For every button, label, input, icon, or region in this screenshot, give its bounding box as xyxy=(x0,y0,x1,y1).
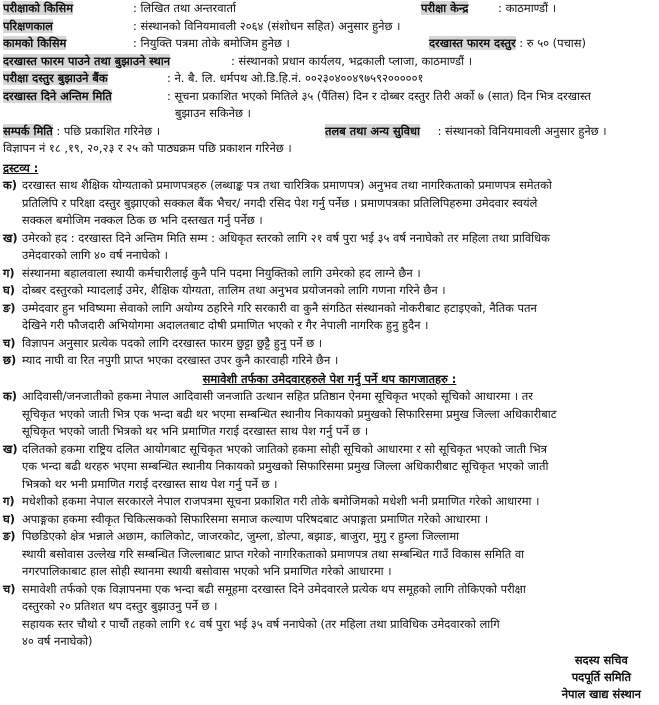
notes-title: द्रस्टव्य : xyxy=(3,160,39,175)
note-item-marker: ग) xyxy=(3,265,15,280)
note-item-marker: क) xyxy=(3,178,17,192)
notice-line xyxy=(3,140,656,158)
inclusive-item-line: दलितको हकमा राष्ट्रिय दलित आयोगबाट सूचिकृत भएको जातिको हकमा सोही सूचिको आधारमा र सो सूचिकृत भएको जाती भित्र xyxy=(22,441,547,456)
inclusive-item xyxy=(3,511,656,529)
syllabus-value: : संस्थानको विनियमावली २०६४ (संशोधन सहित) अनुसार हुनेछ । xyxy=(133,18,401,33)
note-item-line: उम्मेदवार हुन भविष्यमा सेवाको लागि अयोग्य ठहरिने गरि सरकारी वा कुनै संगठित संस्थानको नोकरीबाट हटाइएको, नैतिक पतन xyxy=(22,300,537,315)
signature-line: सदस्य सचिव xyxy=(574,653,628,667)
contact-row xyxy=(3,123,656,141)
note-item xyxy=(3,282,656,300)
inclusive-item-line: पिछडिएको क्षेत्र भन्नाले अछाम, कालिकोट, जाजरकोट, जुम्ला, डोल्पा, बझाङ, बाजुरा, मुगु र हुम्ला जिल्लामा xyxy=(22,529,460,543)
submit-place-row xyxy=(3,53,656,71)
inclusive-item-line: आदिवासी/जनजातीको हकमा नेपाल आदिवासी जनजाति उत्थान सहित प्रतिष्ठान ऐनमा सूचिकृत भएको सूचिको आधारमा । तर xyxy=(22,389,533,403)
salary-value: : संस्थानको विनियमावली अनुसार हुनेछ । xyxy=(437,123,607,138)
deadline-label: दरखास्त दिने अन्तिम मिति xyxy=(3,88,112,103)
inclusive-item-line: दस्तुरको २० प्रतिशत थप दस्तुर बुझाउनु पर्ने छ । xyxy=(22,599,218,613)
syllabus-label: परिक्षणकाल xyxy=(3,18,53,33)
inclusive-item-marker: ख) xyxy=(3,441,18,456)
inclusive-item xyxy=(3,528,656,581)
note-item-marker: घ) xyxy=(3,283,15,297)
note-item-line: देखिने गरी फौजदारी अभियोगमा अदालतबाट दोषी प्रमाणित भएको र गैर नेपाली नागरिक हुनु हुदैन । xyxy=(22,318,429,332)
note-item xyxy=(3,300,656,335)
signature-block xyxy=(562,652,641,703)
inclusive-title-row xyxy=(3,371,656,389)
exam-type-value: : लिखित तथा अन्तरवार्ता xyxy=(133,1,236,15)
signature-line: पदपूर्ति समिति xyxy=(571,670,631,684)
inclusive-item xyxy=(3,581,656,616)
inclusive-item-marker: ङ) xyxy=(3,529,16,543)
exam-type-label: परीक्षाको किसिम xyxy=(3,1,74,15)
form-fee-label: दरखास्त फारम दस्तुर xyxy=(429,36,516,50)
inclusive-item xyxy=(3,493,656,511)
inclusive-item-line: एक भन्दा बढी थरहरु भएमा सम्बन्धित स्थानीय निकायको प्रमुखको सिफारिसमा प्रमुख जिल्ला अधिकारीबाट सूचिकृत भएको जाती xyxy=(22,459,549,473)
note-item-marker: च) xyxy=(3,335,16,350)
inclusive-item-marker: च) xyxy=(3,581,16,596)
note-item-marker: ख) xyxy=(3,230,18,245)
submit-place-label: दरखास्त फारम पाउने तथा बुझाउने स्थान xyxy=(3,53,171,68)
contact-value: : पछि प्रकाशित गरिनेछ । xyxy=(56,123,161,138)
inclusive-item-line: सूचिकृत भएको जाती भित्र एक भन्दा बढी थर भएमा सम्बन्धित स्थानीय निकायको प्रमुखको सिफारिसमा प्रमुख जिल्ला अधिकारीबाट xyxy=(22,406,557,421)
exam-center-label: परीक्षा केन्द्र xyxy=(421,1,469,15)
syllabus-row xyxy=(3,18,656,36)
work-type-value: : नियुक्ति पत्रमा तोके बमोजिम हुनेछ । xyxy=(133,36,290,50)
note-item-line: संस्थानमा बहालवाला स्थायी कर्मचारीलाई कुनै पनि पदमा नियुक्तिको लागि उमेरको हद लाग्ने छैन । xyxy=(22,265,421,280)
note-item xyxy=(3,177,656,230)
note-item-line: दोब्बर दस्तुरको म्यादलाई उमेर, शैक्षिक योग्यता, तालिम तथा अनुभव प्रयोजनको लागि गणना गरिने छैन । xyxy=(22,283,446,297)
note-item-line: प्रतिलिपि र परिक्षा दस्तुर बुझाएको सक्कल बैंक भैचर/ नगदी रसिद पेश गर्नु पर्नेछ । प्रमाणपत्रका प्रतिलिपिहरुमा उमेदवार स्वयंले xyxy=(22,195,538,210)
note-item-line: विज्ञापन अनुसार प्रत्येक पदको लागि दरखास्त फारम छुट्टा छुट्टै हुनु पर्ने छ । xyxy=(22,335,323,350)
bank-row xyxy=(3,70,656,88)
note-item-line: म्याद नाघी वा रित नपुगी प्राप्त भएका दरखास्त उपर कुनै कारवाही गरिने छैन । xyxy=(22,353,339,367)
inclusive-item-marker: घ) xyxy=(3,511,15,526)
signature-line: नेपाल खाद्य संस्थान xyxy=(561,687,641,701)
bank-value: : ने. बै. लि. धर्मपथ ओ.डि.हि.नं. ००२३०४००४९७५९२०००००१ xyxy=(167,71,424,85)
inclusive-item-line: समावेशी तर्फको एक विज्ञापनमा एक भन्दा बढी समूहमा दरखास्त दिने उमेदवारले प्रत्येक थप समूहको लागि तोकिएको परीक्षा xyxy=(22,581,526,596)
deadline-row xyxy=(3,88,656,106)
deadline-value-cont: बुझाउन सकिनेछ । xyxy=(175,106,251,120)
notes-title-row xyxy=(3,160,656,178)
exam-center-value: : काठमाण्डौं । xyxy=(498,1,557,15)
notice-line-text: विज्ञापन नं १८ ,१९, २०,२३ र २५ को पाठ्यक्रम पछि प्रकाशन गरिनेछ । xyxy=(3,141,292,155)
inclusive-item xyxy=(3,616,656,651)
note-item-line: सक्कल बमोजिम नक्कल ठिक छ भनि दस्तखत गर्नु पर्नेछ । xyxy=(22,213,263,227)
note-item xyxy=(3,230,656,265)
inclusive-item-line: भित्रको थर भनी प्रमाणित गराई दरखास्त साथ पेश गर्नु पर्ने छ । xyxy=(22,476,278,491)
notice-document xyxy=(3,0,656,651)
work-type-row xyxy=(3,35,656,53)
inclusive-title: समावेशी तर्फका उमेदवारहरुले पेश गर्नु पर्ने थप कागजातहरु : xyxy=(202,371,457,386)
inclusive-list xyxy=(3,388,656,651)
note-item xyxy=(3,352,656,370)
inclusive-item-line: अपाङ्गका हकमा स्वीकृत चिकित्सकको सिफारिसमा समाज कल्याण परिषदबाट अपाङ्गता प्रमाणित गरेको आधारमा । xyxy=(22,511,489,526)
note-item-line: उमेरको हद : दरखास्त दिने अन्तिम मिति सम्म : अधिकृत स्तरको लागि २१ वर्ष पुरा भई ३५ वर्ष ननाघेको तर महिला तथा प्राविधिक xyxy=(22,230,550,245)
deadline-row-cont xyxy=(3,105,656,123)
note-item-line: उमेदवारको लागि ४० वर्ष ननाघेको । xyxy=(22,248,168,262)
work-type-label: कामको किसिम xyxy=(3,36,67,50)
inclusive-item-line: नगरपालिकाबाट हाल सोही स्थानमा स्थायी बसोवास भएको भनि प्रमाणित गरेको आधारमा । xyxy=(22,564,392,578)
inclusive-item-line: मधेशीको हकमा नेपाल सरकारले नेपाल राजपत्रमा सूचना प्रकाशित गरी तोके बमोजिमको मधेशी भनी प्रमाणित गरेको आधारमा । xyxy=(22,494,540,508)
form-fee-value: : रु ५० (पचास) xyxy=(519,36,586,50)
inclusive-item-marker: ग) xyxy=(3,494,15,508)
inclusive-item-line: सूचिकृत भएको जाती भित्रको थर भनि प्रमाणित गराई दरखास्त साथ पेश गर्नु पर्ने छ । xyxy=(22,424,369,438)
inclusive-item xyxy=(3,388,656,441)
exam-type-row xyxy=(3,0,656,18)
submit-place-value: : संस्थानको प्रधान कार्यलय, भद्रकाली प्लाजा, काठमाण्डौं । xyxy=(231,53,473,68)
note-item-marker: छ) xyxy=(3,353,17,367)
inclusive-item xyxy=(3,441,656,494)
inclusive-item-line: सहायक स्तर चौथो र पाचौं तहको लागि १८ वर्ष पुरा भई ३५ वर्ष ननाघेको (तर महिला तथा प्राविधिक उमेदवारको लागि xyxy=(22,616,500,631)
contact-label: सम्पर्क मिति xyxy=(3,123,53,138)
note-item xyxy=(3,335,656,353)
note-item-marker: ङ) xyxy=(3,300,16,315)
inclusive-item-marker: क) xyxy=(3,389,17,403)
inclusive-item-line: ४० वर्ष ननाघेको) xyxy=(22,634,93,648)
deadline-value: : सूचना प्रकाशित भएको मितिले ३५ (पैंतिस) दिन र दोब्बर दस्तुर तिरी अर्को ७ (सात) दिन भित्र दरखास्त xyxy=(167,88,591,103)
inclusive-item-line: स्थायी बसोवास उल्लेख गरि सम्बन्धित जिल्लाबाट प्राप्त गरेको नागरिकताको प्रमाणपत्र तथा सम्बन्धित गाउँ विकास समिति वा xyxy=(22,546,525,561)
notes-list xyxy=(3,177,656,370)
note-item-line: दरखास्त साथ शैक्षिक योग्यताको प्रमाणपत्रहरु (लब्धाङ्क पत्र तथा चारित्रिक प्रमाणपत्र) अनुभव तथा नागरिकताको प्रमाणपत्र समेतको xyxy=(22,178,552,192)
bank-label: परीक्षा दस्तुर बुझाउने बैंक xyxy=(3,71,108,85)
note-item xyxy=(3,265,656,283)
salary-label: तलब तथा अन्य सुविधा xyxy=(325,123,420,138)
